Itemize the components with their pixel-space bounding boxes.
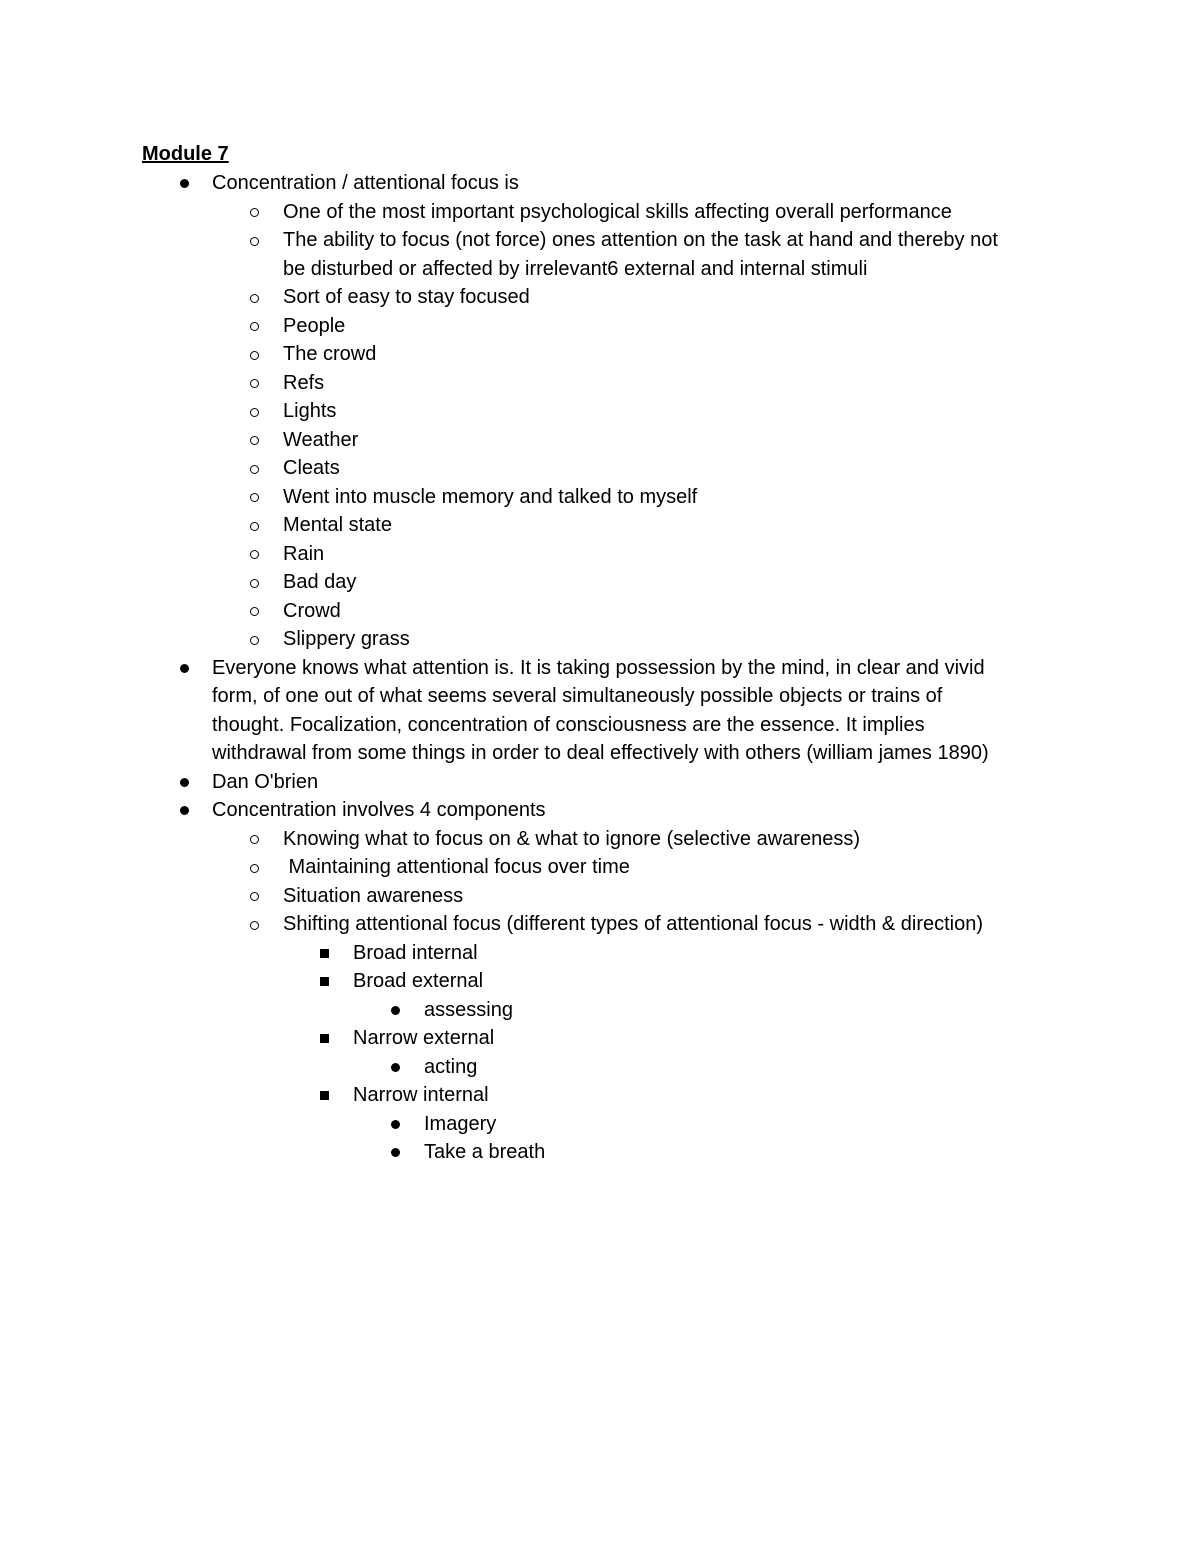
list-item-text: assessing [424,998,513,1021]
list-item-text: Take a breath [424,1141,546,1163]
circle-bullet-icon [250,379,259,388]
disc-bullet-icon [391,1006,400,1015]
list-item [0,996,1200,1025]
list-item-text: Situation awareness [283,884,464,907]
circle-bullet-icon [250,408,259,417]
list-item [0,283,1200,312]
circle-bullet-icon [250,921,259,930]
list-item-text: Crowd [283,599,341,622]
list-item [0,768,1200,797]
list-item [0,625,1200,654]
square-bullet-icon [320,977,329,986]
circle-bullet-icon [250,522,259,531]
list-item [0,198,1200,227]
list-item-text: Sort of easy to stay focused [283,286,530,308]
list-item [0,910,1200,939]
circle-bullet-icon [250,864,259,873]
circle-bullet-icon [250,579,259,588]
list-item-continuation [0,682,1200,711]
list-item-text: Knowing what to focus on & what to ignore (selective awareness) [283,827,860,850]
list-item-text: Rain [283,542,325,565]
circle-bullet-icon [250,465,259,474]
list-item-text: The ability to focus (not force) ones attention on the task at hand and thereby not [283,229,998,251]
list-item-continuation [0,711,1200,740]
square-bullet-icon [320,1034,329,1043]
list-item-text: People [283,314,346,337]
disc-bullet-icon [180,806,189,815]
list-item-text: Bad day [283,571,357,593]
disc-bullet-icon [391,1063,400,1072]
circle-bullet-icon [250,607,259,616]
list-item [0,369,1200,398]
list-item-text: Weather [283,428,359,451]
list-item [0,483,1200,512]
list-item-text: One of the most important psychological skills affecting overall performance [283,200,952,223]
list-item [0,939,1200,968]
list-item [0,1024,1200,1053]
square-bullet-icon [320,1091,329,1100]
list-item-text: Maintaining attentional focus over time [283,856,630,878]
list-item-text: Narrow external [353,1027,495,1049]
list-item-text: The crowd [283,343,377,365]
list-item-text: Everyone knows what attention is. It is taking possession by the mind, in clear and vivid [212,656,985,679]
list-item-text: be disturbed or affected by irrelevant6 external and internal stimuli [283,257,868,280]
list-item-text: Shifting attentional focus (different types of attentional focus - width & direction) [283,913,984,935]
list-item [0,597,1200,626]
list-item [0,1053,1200,1082]
circle-bullet-icon [250,237,259,246]
list-item [0,1081,1200,1110]
disc-bullet-icon [391,1148,400,1157]
circle-bullet-icon [250,322,259,331]
list-item-text: Cleats [283,457,340,479]
list-item-text: thought. Focalization, concentration of consciousness are the essence. It implies [212,713,925,736]
list-item [0,568,1200,597]
circle-bullet-icon [250,493,259,502]
list-item-text: acting [424,1055,478,1078]
list-item-text: withdrawal from some things in order to deal effectively with others (william james 1890) [212,742,989,764]
square-bullet-icon [320,949,329,958]
list-item [0,312,1200,341]
circle-bullet-icon [250,892,259,901]
circle-bullet-icon [250,550,259,559]
circle-bullet-icon [250,208,259,217]
list-item-text: Dan O'brien [212,770,319,793]
list-item [0,654,1200,683]
disc-bullet-icon [391,1120,400,1129]
list-item-text: Went into muscle memory and talked to myself [283,485,698,508]
list-item-text: Broad internal [353,941,478,964]
list-item [0,540,1200,569]
circle-bullet-icon [250,294,259,303]
list-item-text: form, of one out of what seems several simultaneously possible objects or trains of [212,685,943,707]
disc-bullet-icon [180,664,189,673]
disc-bullet-icon [180,179,189,188]
list-item [0,454,1200,483]
list-item [0,169,1200,198]
circle-bullet-icon [250,436,259,445]
list-item-text: Concentration involves 4 components [212,799,546,821]
list-item-continuation [0,255,1200,284]
list-item [0,1138,1200,1167]
disc-bullet-icon [180,778,189,787]
list-item [0,1110,1200,1139]
list-item-text: Slippery grass [283,628,410,650]
list-item [0,825,1200,854]
list-item-text: Concentration / attentional focus is [212,172,519,194]
list-item [0,226,1200,255]
circle-bullet-icon [250,835,259,844]
list-item [0,967,1200,996]
list-item-text: Refs [283,371,325,394]
circle-bullet-icon [250,636,259,645]
list-item [0,882,1200,911]
list-item-text: Broad external [353,970,484,992]
circle-bullet-icon [250,351,259,360]
list-item [0,426,1200,455]
list-item [0,340,1200,369]
list-item-text: Lights [283,400,337,422]
list-item [0,511,1200,540]
list-item [0,397,1200,426]
list-item-text: Narrow internal [353,1084,489,1106]
list-item [0,796,1200,825]
list-item-text: Imagery [424,1112,497,1135]
list-item [0,853,1200,882]
list-item-text: Mental state [283,514,392,536]
page-title: Module 7 [142,143,229,165]
list-item-continuation [0,739,1200,768]
